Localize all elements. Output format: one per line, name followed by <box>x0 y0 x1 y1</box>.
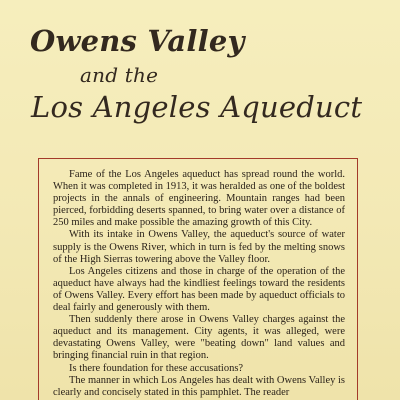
paragraph-intake: With its intake in Owens Valley, the aqueduct's source of water supply is the Owens River, which in turn is fed by the melting snows of the High Sierras towering above the Valley floor. <box>53 229 345 265</box>
paragraph-question: Is there foundation for these accusations? <box>69 362 244 374</box>
paragraph-citizens: Los Angeles citizens and those in charge of the operation of the aqueduct have always had the kindliest feelings toward the residents of Owens Valley. Every effort has been made by aqueduct officials to deal fairly and generously with them. <box>53 265 345 314</box>
paragraph-fame: Fame of the Los Angeles aqueduct has spread round the world. When it was completed in 1913, it was heralded as one of the boldest projects in the annals of engineering. Mountain ranges had been pierced, forbidding deserts spanned, to bring water over a distance of 250 miles and make possible the amazing growth of this City. <box>53 169 345 229</box>
paragraph-manner: The manner in which Los Angeles has dealt with Owens Valley is clearly and concisely stated in this pamphlet. The reader <box>53 374 345 398</box>
title-line-2: and the <box>80 63 159 87</box>
title-line-1: Owens Valley <box>30 24 245 58</box>
title-line-3: Los Angeles Aqueduct <box>31 90 363 124</box>
paragraph-charges: Then suddenly there arose in Owens Valley charges against the aqueduct and its management. City agents, it was alleged, were devastating Owens Valley, were "beating down" land values and bringing financial ruin in that region. <box>53 314 345 362</box>
body-text <box>53 169 345 399</box>
